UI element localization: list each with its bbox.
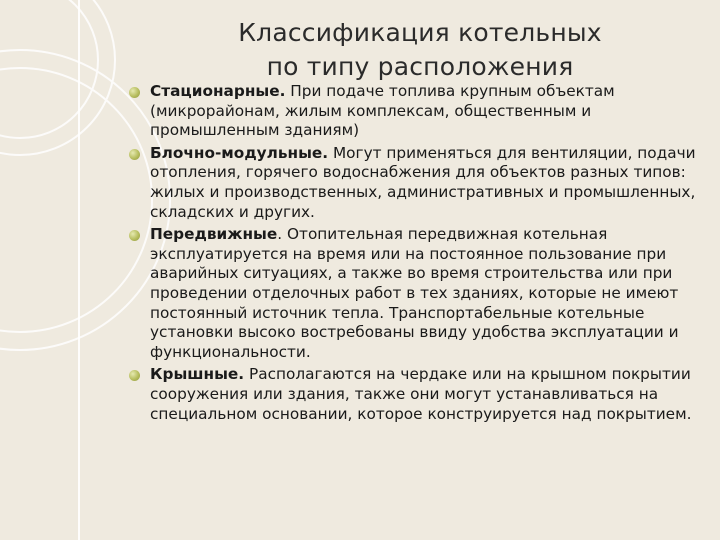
item-text: Располагаются на чердаке или на крышном покрытии сооружения или здания, также они могут устанавливаться на специальном основании, которое конструируется над покрытием.: [150, 365, 692, 423]
item-text: Могут применяться для вентиляции, подачи отопления, горячего водоснабжения для объектов разных типов: жилых и производственных, административных и промышленных, складских и других.: [150, 143, 696, 221]
decorative-vertical-line: [78, 0, 80, 540]
list-item-rooftop: [128, 365, 706, 424]
bullet-dot-icon: [129, 149, 140, 160]
item-term: Блочно-модульные.: [150, 143, 329, 162]
item-text: . Отопительная передвижная котельная эксплуатируется на время или на постоянное пользование при аварийных ситуациях, а также во время строительства или при проведении отделочных работ в тех зданиях, которые не имеют постоянный источник тепла. Транспортабельные котельные установки высоко востребованы ввиду удобства эксплуатации и функциональности.: [150, 225, 679, 361]
list-item-mobile: [128, 225, 706, 362]
list-item-stationary: [128, 82, 706, 141]
page-title: [150, 16, 690, 84]
list-item-block-modular: [128, 144, 706, 222]
item-term: Крышные.: [150, 365, 245, 384]
bullet-dot-icon: [129, 230, 140, 241]
bullet-dot-icon: [129, 370, 140, 381]
item-text: При подаче топлива крупным объектам (микрорайонам, жилым комплексам, общественным и промышленным зданиям): [150, 82, 615, 140]
item-term: Стационарные.: [150, 82, 286, 100]
title-line-2: по типу расположения: [266, 52, 574, 81]
bullet-list: [128, 82, 706, 427]
bullet-dot-icon: [129, 87, 140, 98]
title-line-1: Классификация котельных: [238, 18, 602, 47]
item-term: Передвижные: [150, 225, 278, 244]
